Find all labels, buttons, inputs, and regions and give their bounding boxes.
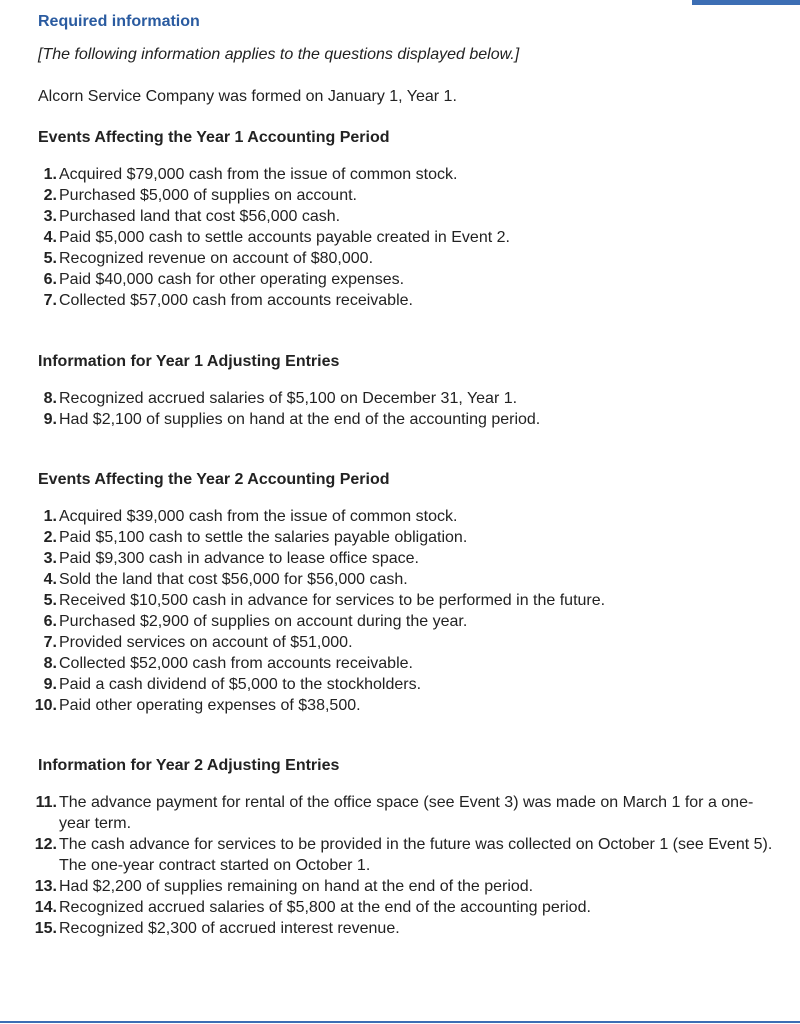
required-information-title: Required information: [38, 13, 200, 30]
event-number: 2.: [43, 187, 57, 204]
event-text: Acquired $79,000 cash from the issue of common stock.: [59, 166, 458, 183]
company-intro: Alcorn Service Company was formed on January 1, Year 1.: [38, 88, 457, 105]
event-number: 8.: [43, 390, 57, 407]
event-text: Paid $5,100 cash to settle the salaries payable obligation.: [59, 529, 468, 546]
year1-adjusting-heading: Information for Year 1 Adjusting Entries: [38, 353, 340, 370]
event-number: 11.: [35, 794, 57, 811]
year2-events-heading: Events Affecting the Year 2 Accounting Period: [38, 471, 390, 488]
event-item: [38, 388, 778, 409]
event-text: Sold the land that cost $56,000 for $56,000 cash.: [59, 571, 408, 588]
problem-content: [34, 11, 778, 939]
event-number: 7.: [43, 634, 57, 651]
event-text: Paid $5,000 cash to settle accounts payable created in Event 2.: [59, 229, 510, 246]
event-item: [38, 569, 778, 590]
event-item: [34, 876, 778, 897]
event-text: Had $2,200 of supplies remaining on hand at the end of the period.: [59, 878, 534, 895]
event-text: Paid a cash dividend of $5,000 to the stockholders.: [59, 676, 422, 693]
year2-events-list: [34, 506, 778, 716]
event-item: [38, 227, 778, 248]
event-number: 6.: [43, 271, 57, 288]
event-text: Provided services on account of $51,000.: [59, 634, 353, 651]
event-item: [38, 674, 778, 695]
event-number: 1.: [43, 508, 57, 525]
event-text: Purchased $5,000 of supplies on account.: [59, 187, 357, 204]
event-number: 1.: [43, 166, 57, 183]
top-accent-bar: [692, 0, 800, 5]
event-text: Recognized $2,300 of accrued interest revenue.: [59, 920, 400, 937]
event-number: 8.: [43, 655, 57, 672]
event-item: [38, 290, 778, 311]
event-item: [38, 653, 778, 674]
event-text: Paid other operating expenses of $38,500.: [59, 697, 361, 714]
event-number: 6.: [43, 613, 57, 630]
year1-adjusting-list: [38, 388, 778, 430]
event-item: [34, 918, 778, 939]
event-item: [38, 548, 778, 569]
event-item: [34, 897, 778, 918]
event-number: 14.: [34, 899, 57, 916]
event-item: [38, 185, 778, 206]
event-number: 12.: [34, 836, 57, 853]
event-number: 13.: [34, 878, 57, 895]
event-item: [38, 248, 778, 269]
year1-events-list: [38, 164, 778, 311]
event-text: Collected $52,000 cash from accounts receivable.: [59, 655, 413, 672]
event-text: Paid $40,000 cash for other operating expenses.: [59, 271, 405, 288]
event-item: [35, 792, 778, 834]
event-number: 4.: [43, 229, 57, 246]
event-text: Purchased $2,900 of supplies on account during the year.: [59, 613, 468, 630]
event-text: The cash advance for services to be provided in the future was collected on October 1 (see Event 5). The one-year contract started on October 1.: [59, 836, 773, 874]
event-number: 9.: [43, 411, 57, 428]
year1-events-heading: Events Affecting the Year 1 Accounting Period: [38, 129, 390, 146]
bottom-divider: [0, 1021, 800, 1023]
applies-note: [The following information applies to the questions displayed below.]: [38, 46, 520, 63]
event-text: Recognized accrued salaries of $5,800 at the end of the accounting period.: [59, 899, 591, 916]
event-item: [34, 834, 778, 876]
event-number: 10.: [34, 697, 57, 714]
event-number: 9.: [43, 676, 57, 693]
event-number: 15.: [34, 920, 57, 937]
event-item: [38, 590, 778, 611]
event-number: 2.: [43, 529, 57, 546]
event-text: Had $2,100 of supplies on hand at the end of the accounting period.: [59, 411, 541, 428]
event-item: [38, 611, 778, 632]
event-number: 4.: [43, 571, 57, 588]
event-item: [38, 409, 778, 430]
event-number: 5.: [43, 592, 57, 609]
event-text: Recognized accrued salaries of $5,100 on December 31, Year 1.: [59, 390, 518, 407]
event-item: [38, 632, 778, 653]
event-text: Purchased land that cost $56,000 cash.: [59, 208, 341, 225]
year2-adjusting-heading: Information for Year 2 Adjusting Entries: [38, 757, 340, 774]
event-item: [38, 269, 778, 290]
event-text: The advance payment for rental of the office space (see Event 3) was made on March 1 for a one-year term.: [59, 794, 754, 832]
event-text: Received $10,500 cash in advance for services to be performed in the future.: [59, 592, 606, 609]
event-text: Acquired $39,000 cash from the issue of common stock.: [59, 508, 458, 525]
event-item: [34, 695, 778, 716]
event-item: [38, 506, 778, 527]
event-number: 3.: [43, 550, 57, 567]
event-text: Collected $57,000 cash from accounts receivable.: [59, 292, 413, 309]
event-number: 3.: [43, 208, 57, 225]
event-item: [38, 164, 778, 185]
event-item: [38, 206, 778, 227]
event-number: 5.: [43, 250, 57, 267]
event-text: Recognized revenue on account of $80,000.: [59, 250, 374, 267]
event-text: Paid $9,300 cash in advance to lease office space.: [59, 550, 419, 567]
event-number: 7.: [43, 292, 57, 309]
year2-adjusting-list: [34, 792, 778, 939]
event-item: [38, 527, 778, 548]
